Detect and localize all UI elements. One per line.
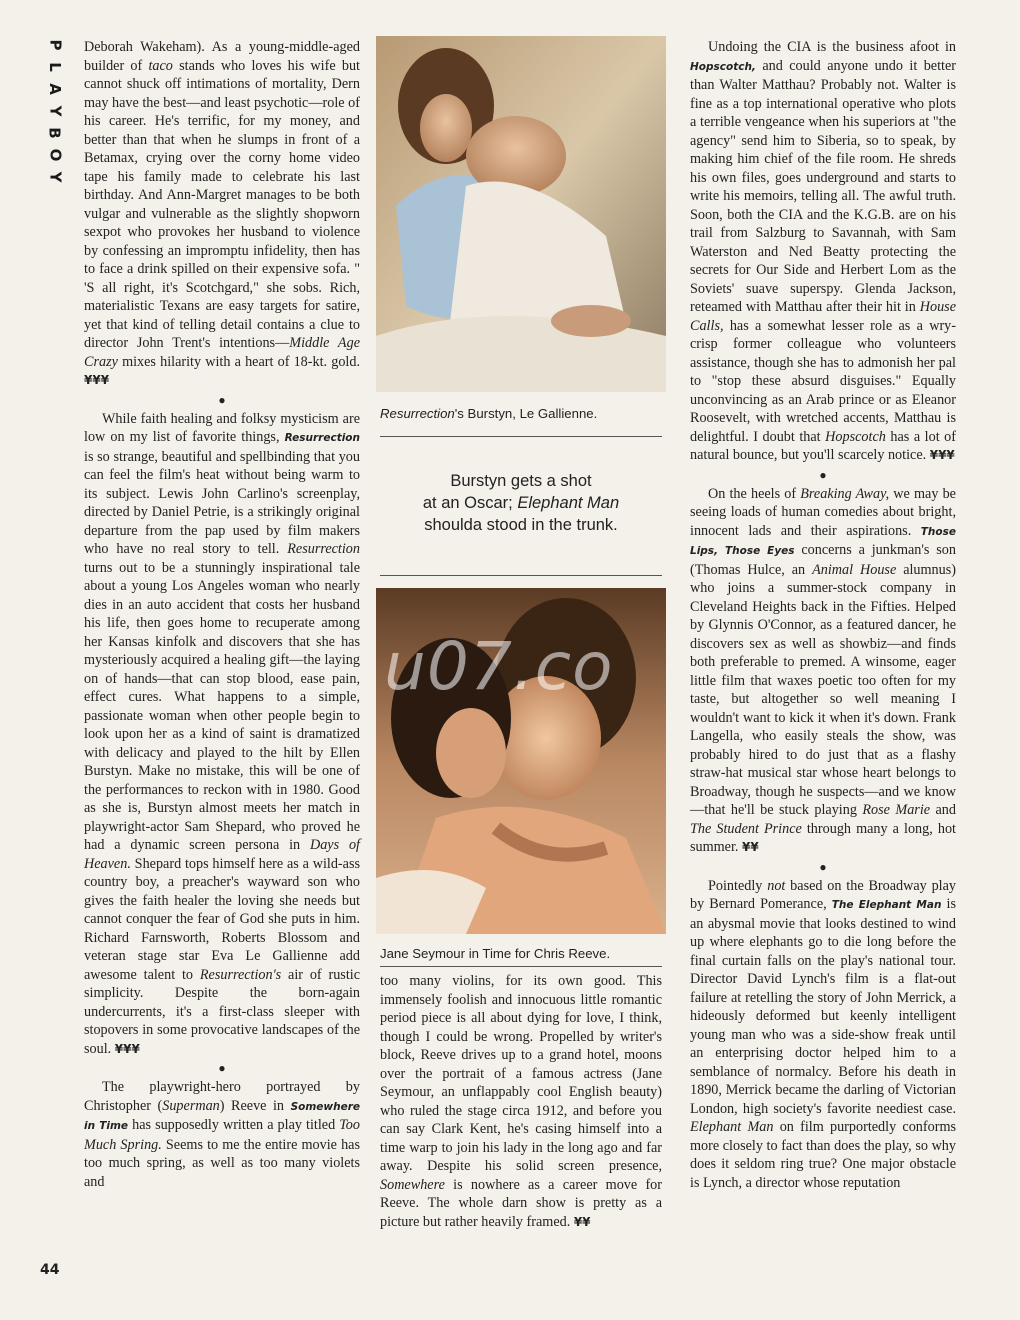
film-title: Those Lips, Those Eyes: [690, 525, 956, 557]
paragraph: The playwright-hero portrayed by Christopher (Superman) Reeve in Somewhere in Time has supposedly written a play titled Too Much Spring. Seems to me the entire movie has too much spring, as well as too many violets and: [84, 1079, 360, 1190]
section-divider-dot: ●: [218, 1061, 226, 1075]
masthead-letter: Y: [46, 171, 64, 183]
italic-phrase: Days of Heaven.: [84, 837, 360, 872]
italic-phrase: not: [767, 877, 786, 894]
film-title: Somewhere in Time: [84, 1100, 360, 1132]
rating-mark: ¥¥¥: [929, 448, 955, 462]
italic-phrase: Resurrection's: [199, 966, 282, 983]
pull-quote-text: at an Oscar;: [422, 494, 518, 512]
film-title: Resurrection: [284, 432, 360, 444]
italic-phrase: Middle Age Crazy: [84, 335, 360, 370]
paragraph: On the heels of Breaking Away, we may be seeing loads of human comedies about bright, innocent lads and their aspirations. Those Lips, Those Eyes concerns a junkman's son (Thomas Hulce, an Animal House alumnus) who joins a summer-stock company in Cleveland Heights back in the Fifties. Helped by Glynnis O'Connor, as a featured dancer, he discovers sex as well as showbiz—and finds both preferable to premed. A winsome, eager little film that waxes poetic too often for my taste, but altogether so well meaning I wouldn't want to kick it when it's down. Frank Langella, who easily steals the show, was probably hired to do just that as a flashy straw-hat musical star whose heart belongs to Broadway, though he suspects—and we know—that he'll be stuck playing Rose Marie and The Student Prince through many a long, hot summer. ¥¥: [690, 485, 956, 855]
caption-film-title: Resurrection: [380, 406, 455, 421]
photo-resurrection-still: [376, 36, 666, 392]
rating-mark: ¥¥¥: [114, 1041, 140, 1056]
pull-quote-line: Burstyn gets a shot: [450, 472, 592, 490]
masthead-letter: A: [45, 83, 64, 95]
italic-phrase: House Calls,: [690, 299, 956, 334]
italic-phrase: Breaking Away,: [800, 485, 890, 502]
section-divider-dot: ●: [218, 392, 226, 407]
italic-phrase: Rose Marie: [862, 802, 931, 818]
column-1: [84, 38, 360, 1191]
photo-somewhere-in-time-still: [376, 588, 666, 934]
column-2: [380, 972, 662, 1231]
paragraph: Pointedly not based on the Broadway play by Bernard Pomerance, The Elephant Man is an abysmal movie that looks destined to wind up where elephants go to die long before the final curtain falls on the play's national tour. Director David Lynch's film is a flat-out failure at retelling the story of John Merrick, a hideously deformed but keenly intelligent young man who was a side-show freak until an enterprising doctor helped him to a semblance of normalcy. Before his death in 1890, Merrick became the darling of Victorian London, high society's favorite neediest case. Elephant Man on film purportedly conforms more closely to fact than does the play, so why does it seldom ring true? One major obstacle is Lynch, a director whose reputation: [690, 877, 957, 1191]
masthead-letter: O: [45, 148, 64, 162]
italic-phrase: Resurrection: [287, 541, 360, 557]
italic-phrase: Animal House: [812, 561, 897, 578]
masthead-letter: B: [46, 127, 64, 139]
masthead-letter: Y: [46, 105, 64, 117]
divider-rule: [380, 966, 662, 967]
rating-mark: ¥¥¥: [84, 373, 110, 387]
italic-phrase: taco: [148, 57, 173, 74]
column-3: [690, 38, 956, 1192]
page-number: 44: [40, 1262, 60, 1278]
divider-rule: [380, 575, 662, 576]
caption-text: 's Burstyn, Le Gallienne.: [454, 406, 598, 421]
rating-mark: ¥¥: [742, 840, 759, 854]
masthead-letter: L: [46, 62, 64, 72]
paragraph: Deborah Wakeham). As a young-middle-aged builder of taco stands who loves his wife but cannot shuck off intimations of mortality, Dern may have the best—and least psychotic—role of his career. He's terrific, for my money, and better than that when he slumps in front of a Betamax, crying over the corny home video tape his family made to celebrate his last birthday. And Ann-Margret manages to be both vulgar and vulnerable as the slightly shopworn sexpot who provokes her husband to violence by confessing an impromptu infidelity, then has to face a drink spilled on their expensive sofa. " 'S all right, it's Scotchgard," she sobs. Rich, materialistic Texans are easy targets for satire, yet that kind of telling detail contains a clue to director John Trent's intentions—Middle Age Crazy mixes hilarity with a heart of 18-kt. gold. ¥¥¥: [84, 39, 360, 387]
pull-quote-line: [380, 492, 662, 514]
paragraph: Undoing the CIA is the business afoot in Hopscotch, and could anyone undo it better than Walter Matthau? Probably not. Walter is fine as a top international operative who plots a terrible vengeance when his superiors at "the agency" send him to Siberia, so to speak, by making him chief of the file room. He shreds his own files, goes underground and starts to write his memoirs, telling all. The awful truth. Soon, both the CIA and the K.G.B. are on his trail from Salzburg to Savannah, with Sam Waterston and Ned Beatty protecting the secrets for Our Side and Herbert Lom as the Soviets' suave superspy. Glenda Jackson, reteamed with Matthau after their hit in House Calls, has a somewhat lesser role as a wry-crisp former colleague who volunteers assistance, though she has to admonish her pal to "stop these absurd disguises." Equally unconvincing as an Arab prince or as Eleanor Roosevelt, with wretched accents, Matthau is delightful. I doubt that Hopscotch has a lot of natural bounce, but you'll scarcely notice. ¥¥¥: [690, 39, 956, 463]
pull-quote: [380, 470, 662, 536]
film-title: The Elephant Man: [831, 899, 942, 911]
playboy-vertical-masthead: [44, 38, 66, 198]
italic-phrase: Elephant Man: [690, 1119, 774, 1135]
italic-phrase: Hopscotch: [825, 428, 886, 445]
film-title: Hopscotch,: [690, 60, 756, 73]
italic-phrase: Somewhere: [380, 1176, 445, 1193]
photo-caption-1: [380, 406, 662, 421]
photo-caption-2: Jane Seymour in Time for Chris Reeve.: [380, 946, 611, 961]
paragraph: While faith healing and folksy mysticism are low on my list of favorite things, Resurrection is so strange, beautiful and spellbinding that you can feel the film's heat without being warm to its subject. Lewis John Carlino's screenplay, directed by Daniel Petrie, is a strikingly original departure from the pap used by film makers who have no real story to tell. Resurrection turns out to be a stunningly inspirational tale about a young Los Angeles woman who nearly dies in an auto accident that costs her husband his life, then goes home to recuperate among her Kansas kinfolk and discovers that she has mysteriously acquired a healing gift—the laying on of hands—that can stop blood, ease pain, effect cures. What happens to a simple, passionate woman when other people begin to look upon her as a kind of saint is dramatized with delicacy and played to the hilt by Ellen Burstyn. Make no mistake, this will be one of the performances to reckon with in 1980. Good as she is, Burstyn almost meets her match in playwright-actor Sam Shepard, who proved he had a dynamic screen persona in Days of Heaven. Shepard tops himself here as a wild-ass country boy, a preacher's wayward son who gives the faith healer the loving she needs but cannot conquer the fear of God she puts in him. Richard Farnsworth, Roberts Blossom and veteran stage star Eva Le Gallienne add awesome talent to Resurrection's air of rustic simplicity. Despite the born-again undercurrents, it's a first-class sleeper with stopovers in some provocative landscapes of the soul. ¥¥¥: [84, 410, 360, 1057]
watermark-text: u07.co: [384, 628, 614, 705]
paragraph: too many violins, for its own good. This immensely foolish and innocuous little romantic period piece is all about dying for love, I think, though I could be wrong. Propelled by writer's block, Reeve drives up to a grand hotel, moons over the portrait of a famous actress (Jane Seymour, an unflappably cool English beauty) who ruled the stage circa 1912, and before you can say Clark Kent, he's casing himself into a time warp to join his lady in the long ago and far away. Despite his solid screen presence, Somewhere is nowhere as a career move for Reeve. The whole darn show is pretty as a picture but rather heavily framed. ¥¥: [380, 973, 662, 1230]
divider-rule: [380, 436, 662, 437]
section-divider-dot: ●: [819, 467, 827, 482]
pull-quote-film-title: Elephant Man: [517, 494, 620, 512]
masthead-letter: P: [46, 39, 64, 51]
section-divider-dot: ●: [819, 859, 827, 874]
italic-phrase: The Student Prince: [690, 820, 802, 837]
pull-quote-line: shoulda stood in the trunk.: [424, 516, 618, 534]
italic-phrase: Superman: [162, 1097, 220, 1114]
italic-phrase: Too Much Spring.: [84, 1117, 360, 1153]
rating-mark: ¥¥: [573, 1214, 591, 1229]
